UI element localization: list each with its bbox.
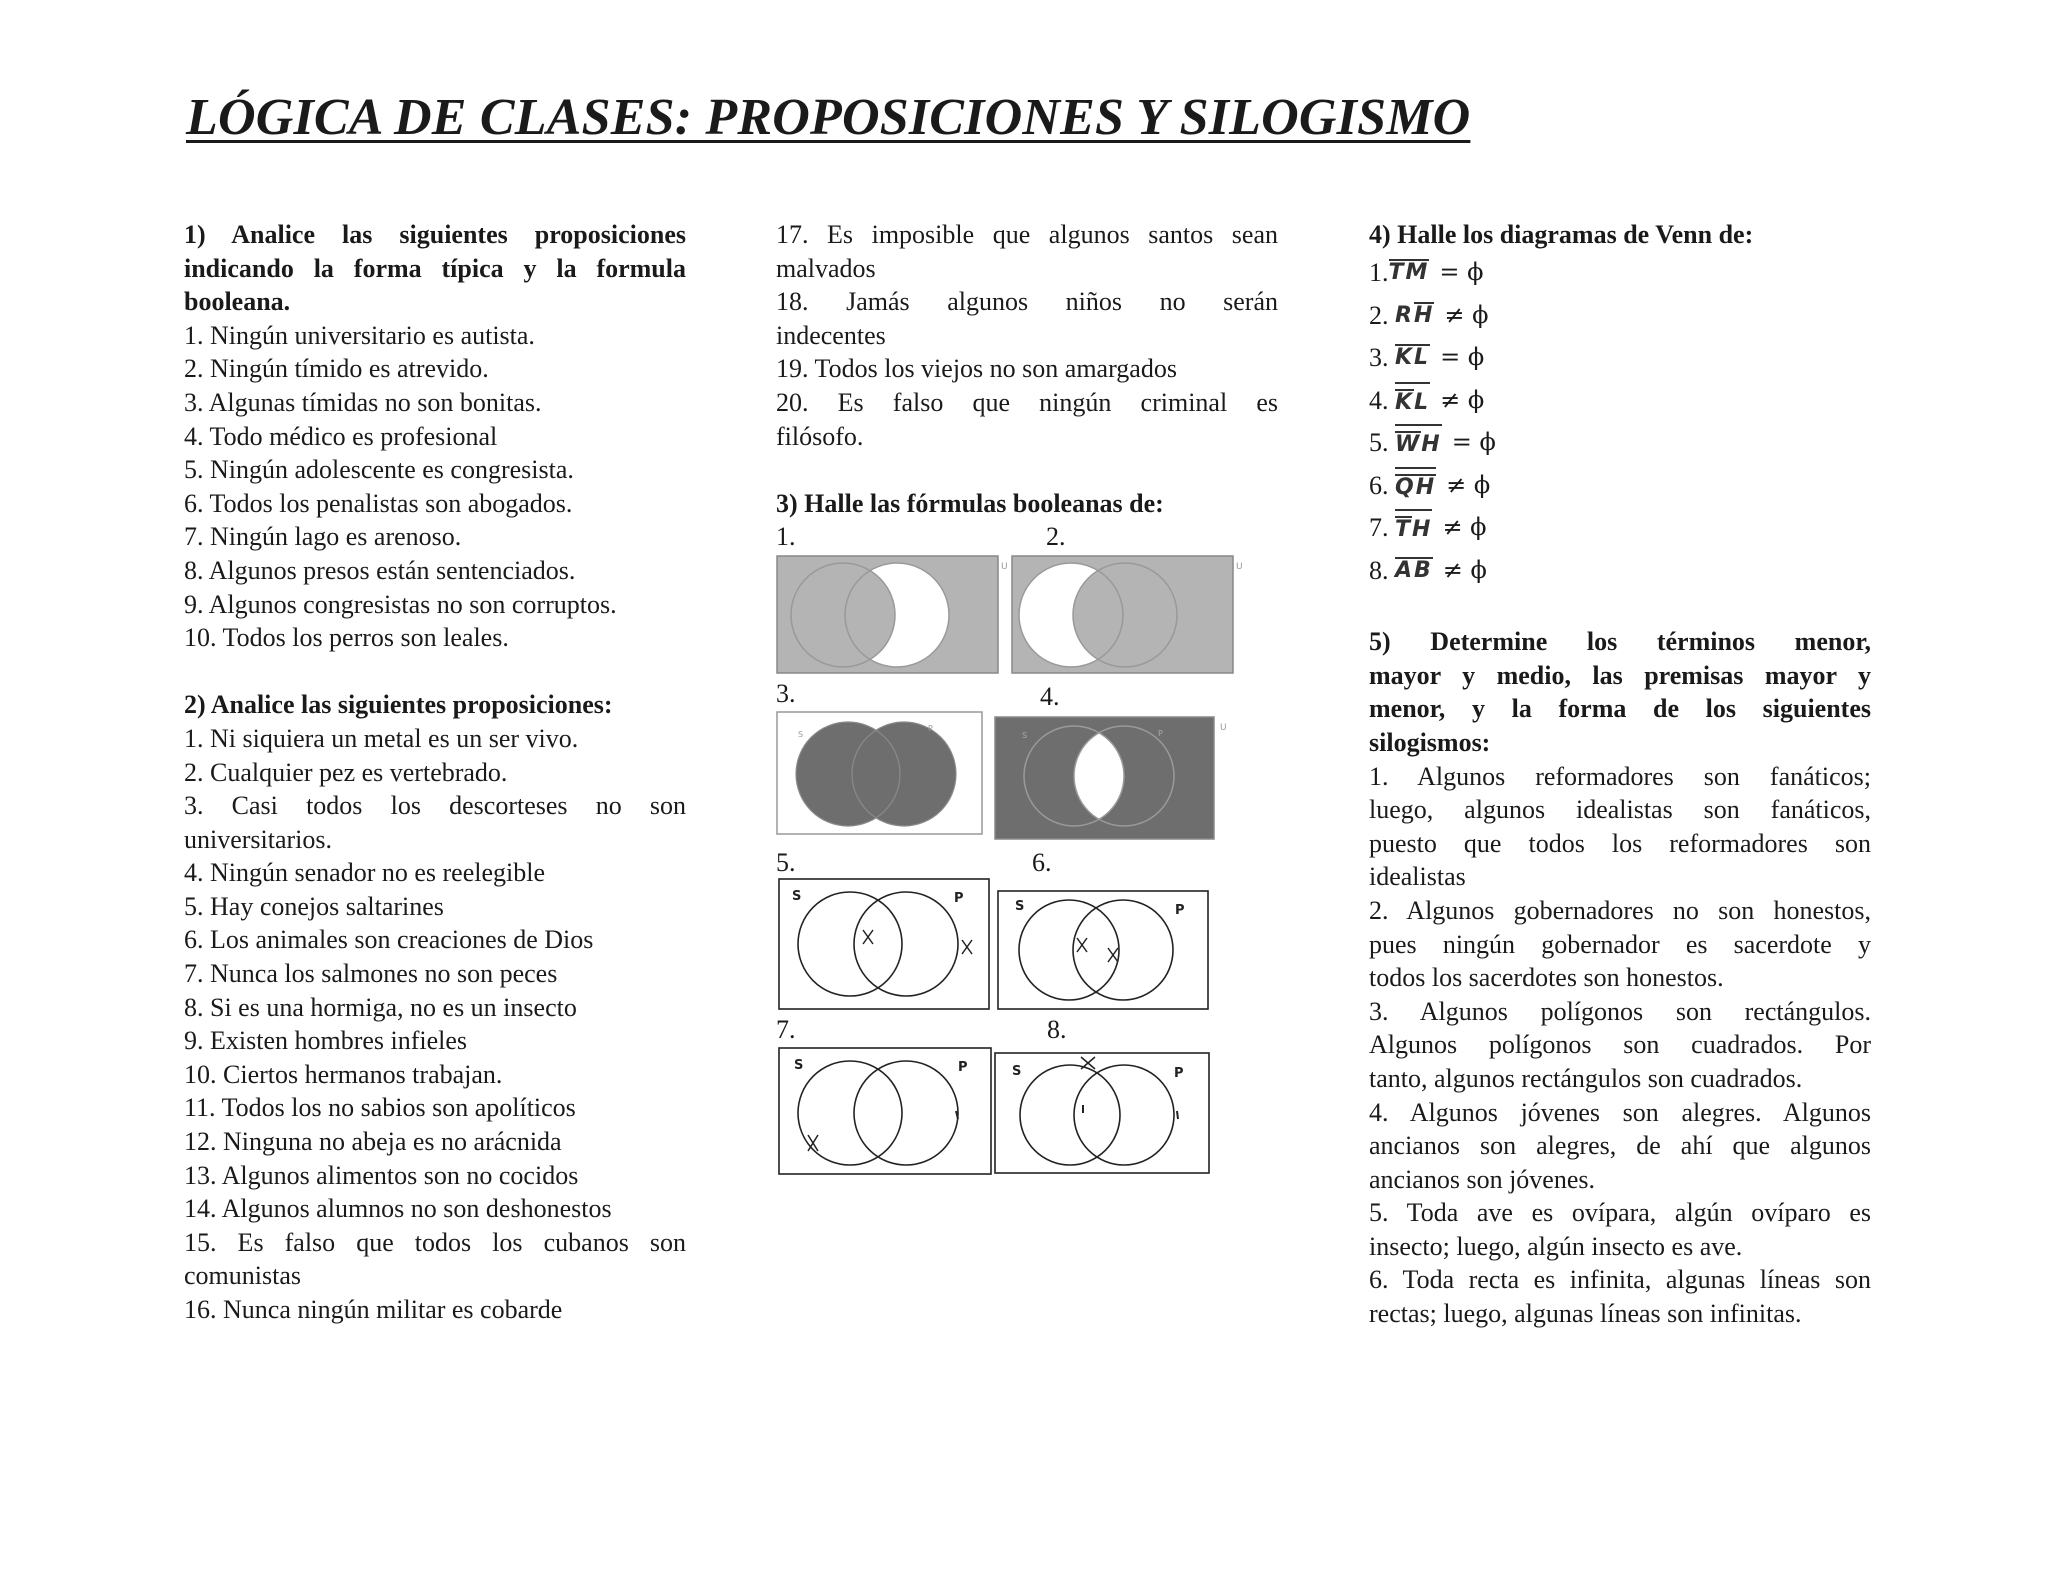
formula	[1395, 554, 1433, 588]
section2-item: 11. Todos los no sabios son apolíticos	[184, 1093, 576, 1123]
column-middle	[776, 218, 1278, 554]
section2-item: 12. Ninguna no abeja es no arácnida	[184, 1127, 562, 1157]
section2-item-cont: comunistas	[184, 1261, 301, 1291]
universe-label: U	[1001, 562, 1008, 572]
item-number: 6.	[1369, 470, 1389, 500]
venn-diagram-8	[994, 1047, 1214, 1177]
syllogism-line: luego, algunos idealistas son fanáticos,	[1369, 795, 1871, 825]
section1-item: 3. Algunas tímidas no son bonitas.	[184, 387, 542, 417]
formula	[1389, 256, 1430, 290]
syllogism-line: rectas; luego, algunas líneas son infinitas.	[1369, 1299, 1802, 1329]
diagram-label-2: 2.	[1046, 522, 1066, 552]
section1-heading-line: booleana.	[184, 287, 291, 317]
section5-heading-line: silogismos:	[1369, 727, 1491, 757]
syllogism-line: puesto que todos los reformadores son	[1369, 828, 1871, 858]
venn-exercise-5	[1369, 422, 1871, 465]
item-number: 8.	[1369, 555, 1389, 585]
section1-item: 10. Todos los perros son leales.	[184, 623, 509, 653]
section1-item: 9. Algunos congresistas no son corruptos.	[184, 589, 617, 619]
formula: WH	[1395, 424, 1442, 462]
syllogism-line: tanto, algunos rectángulos son cuadrados.	[1369, 1063, 1803, 1093]
diagram-label-1: 1.	[776, 522, 796, 552]
syllogism-line: todos los sacerdotes son honestos.	[1369, 963, 1724, 993]
formula: RH	[1395, 302, 1435, 328]
section1-item: 1. Ningún universitario es autista.	[184, 320, 535, 350]
formula	[1395, 341, 1430, 375]
venn-exercise-1	[1369, 252, 1871, 295]
section2-item-cont: indecentes	[776, 320, 886, 350]
section2-heading: 2) Analice las siguientes proposiciones:	[184, 690, 613, 720]
relation: ≠ ϕ	[1440, 385, 1485, 414]
diagram-label-6: 6.	[1032, 848, 1052, 877]
p-label: P	[958, 1060, 968, 1075]
section1-item: 7. Ningún lago es arenoso.	[184, 522, 462, 552]
s-label: S	[794, 1058, 804, 1073]
relation: ≠ ϕ	[1442, 555, 1487, 584]
diagram-label-4: 4.	[1040, 682, 1060, 711]
venn-diagram-5	[778, 878, 992, 1012]
s-label: S	[1015, 899, 1025, 914]
section1-item: 2. Ningún tímido es atrevido.	[184, 354, 489, 384]
p-label: P	[954, 891, 964, 906]
section2-item: 13. Algunos alimentos son no cocidos	[184, 1160, 579, 1190]
venn-diagram-4	[994, 716, 1228, 842]
venn-exercise-7	[1369, 507, 1871, 550]
section5-heading-line: 5) Determine los términos menor,	[1369, 627, 1871, 657]
venn-exercise-4	[1369, 379, 1871, 422]
p-label: P	[1175, 903, 1185, 918]
section2-item: 20. Es falso que ningún criminal es	[776, 387, 1278, 417]
item-number: 2.	[1369, 300, 1389, 330]
syllogism-line: 2. Algunos gobernadores no son honestos,	[1369, 895, 1871, 925]
section2-item: 8. Si es una hormiga, no es un insecto	[184, 992, 577, 1022]
section5-heading-line: menor, y la forma de los siguientes	[1369, 694, 1871, 724]
page-title: LÓGICA DE CLASES: PROPOSICIONES Y SILOGISMO	[186, 89, 1471, 146]
section2-item: 16. Nunca ningún militar es cobarde	[184, 1295, 563, 1324]
relation: = ϕ	[1451, 428, 1496, 457]
p-label: P	[1174, 1066, 1184, 1081]
syllogism-line: 3. Algunos polígonos son rectángulos.	[1369, 996, 1871, 1026]
diagram-label-3: 3.	[776, 679, 796, 708]
venn-diagram-1	[776, 555, 1006, 677]
formula-text: AB	[1395, 557, 1433, 583]
formula: KL	[1395, 382, 1430, 420]
syllogism-line: 1. Algunos reformadores son fanáticos;	[1369, 761, 1871, 791]
section1-item: 5. Ningún adolescente es congresista.	[184, 455, 574, 485]
section3-heading: 3) Halle las fórmulas booleanas de:	[776, 488, 1164, 518]
universe-label: U	[1220, 723, 1227, 733]
section1-heading-line: indicando la forma típica y la formula	[184, 253, 686, 283]
section2-item: 18. Jamás algunos niños no serán	[776, 287, 1278, 317]
formula: QH	[1395, 467, 1436, 505]
section2-item-cont: universitarios.	[184, 824, 333, 854]
venn-exercise-8	[1369, 549, 1871, 592]
section2-item: 7. Nunca los salmones no son peces	[184, 959, 558, 989]
relation: ≠ ϕ	[1444, 300, 1489, 329]
section2-item: 3. Casi todos los descorteses no son	[184, 791, 686, 821]
section2-item: 14. Algunos alumnos no son deshonestos	[184, 1194, 612, 1224]
column-right	[1369, 218, 1871, 1331]
column-left	[184, 218, 686, 1327]
universe-label: U	[1236, 562, 1243, 572]
syllogism-line: 6. Toda recta es infinita, algunas líneas son	[1369, 1265, 1871, 1295]
relation: = ϕ	[1439, 258, 1484, 287]
venn-diagram-3	[776, 711, 986, 837]
venn-diagram-7	[778, 1047, 994, 1177]
relation: ≠ ϕ	[1446, 470, 1491, 499]
item-number: 5.	[1369, 428, 1389, 458]
section2-item: 4. Ningún senador no es reelegible	[184, 858, 546, 888]
syllogism-line: idealistas	[1369, 862, 1466, 892]
section2-item: 17. Es imposible que algunos santos sean	[776, 220, 1278, 249]
section2-item: 19. Todos los viejos no son amargados	[776, 354, 1177, 384]
item-number: 4.	[1369, 385, 1389, 415]
formula-text: KL	[1395, 345, 1431, 371]
section1-item: 8. Algunos presos están sentenciados.	[184, 555, 576, 585]
section2-item: 5. Hay conejos saltarines	[184, 891, 444, 921]
syllogism-line: 5. Toda ave es ovípara, algún ovíparo es	[1369, 1198, 1871, 1228]
s-label: S	[1012, 1064, 1022, 1079]
diagram-label-7: 7.	[776, 1015, 796, 1044]
section2-item: 1. Ni siquiera un metal es un ser vivo.	[184, 723, 579, 753]
formula-text: TM	[1388, 260, 1430, 286]
section2-item-cont: filósofo.	[776, 421, 864, 451]
section2-item: 10. Ciertos hermanos trabajan.	[184, 1059, 503, 1089]
relation: ≠ ϕ	[1442, 513, 1487, 542]
syllogism-line: ancianos son alegres, de ahí que algunos	[1369, 1131, 1871, 1161]
section1-heading-line: 1) Analice las siguientes proposiciones	[184, 220, 686, 249]
syllogism-line: pues ningún gobernador es sacerdote y	[1369, 929, 1871, 959]
section2-item: 2. Cualquier pez es vertebrado.	[184, 757, 508, 787]
section2-item: 9. Existen hombres infieles	[184, 1026, 468, 1056]
diagram-label-8: 8.	[1047, 1015, 1067, 1044]
section4-heading: 4) Halle los diagramas de Venn de:	[1369, 220, 1754, 249]
relation: = ϕ	[1440, 343, 1485, 372]
s-label: S	[1022, 731, 1028, 740]
venn-exercise-3	[1369, 337, 1871, 380]
venn-diagram-2	[1011, 555, 1241, 677]
venn-diagram-6	[997, 890, 1211, 1012]
syllogism-line: Algunos polígonos son cuadrados. Por	[1369, 1030, 1871, 1060]
diagram-label-5: 5.	[776, 848, 796, 877]
section2-item-cont: malvados	[776, 253, 876, 283]
item-number: 3.	[1369, 343, 1389, 373]
section2-item: 15. Es falso que todos los cubanos son	[184, 1227, 686, 1257]
formula: TH	[1395, 509, 1432, 547]
section2-item: 6. Los animales son creaciones de Dios	[184, 925, 594, 955]
item-number: 7.	[1369, 513, 1389, 543]
syllogism-line: ancianos son jóvenes.	[1369, 1164, 1596, 1194]
section1-item: 4. Todo médico es profesional	[184, 421, 498, 451]
section5-heading-line: mayor y medio, las premisas mayor y	[1369, 660, 1871, 690]
syllogism-line: 4. Algunos jóvenes son alegres. Algunos	[1369, 1097, 1871, 1127]
syllogism-line: insecto; luego, algún insecto es ave.	[1369, 1231, 1743, 1261]
s-label: S	[792, 889, 802, 904]
p-label: P	[928, 724, 933, 733]
item-number: 1.	[1369, 258, 1389, 288]
section1-item: 6. Todos los penalistas son abogados.	[184, 488, 573, 518]
p-label: P	[1158, 729, 1163, 738]
venn-exercise-6	[1369, 464, 1871, 507]
s-label: S	[798, 730, 804, 739]
venn-exercise-2	[1369, 294, 1871, 337]
